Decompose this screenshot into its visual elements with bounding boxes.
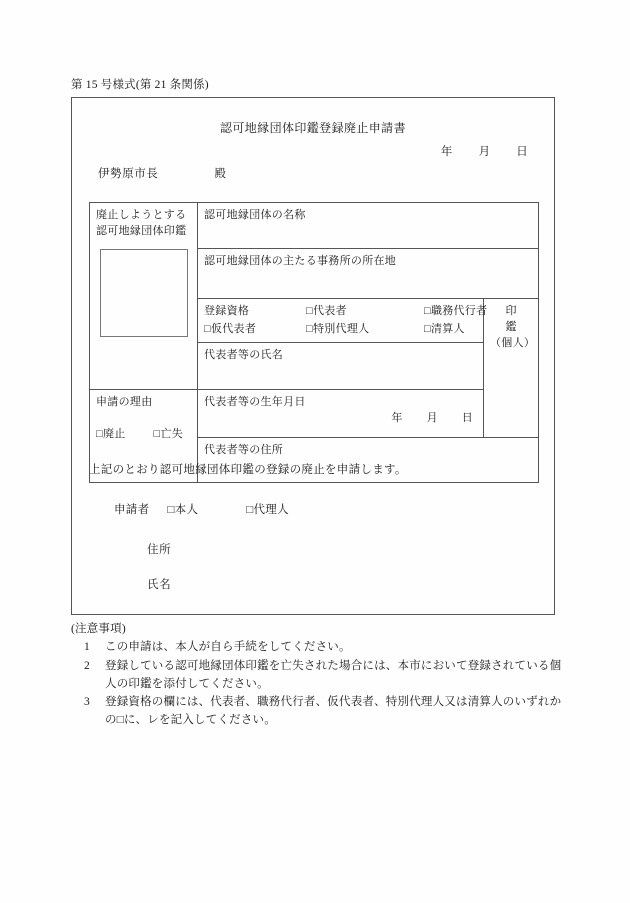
qualification-option-provisional-representative[interactable]: □仮代表者 — [204, 322, 257, 335]
addressee-name: 伊勢原市長 — [98, 168, 159, 180]
qualification-grid — [204, 304, 488, 338]
reason-option-loss[interactable]: □亡失 — [153, 427, 184, 440]
rep-dob-year-label: 年 — [391, 411, 403, 424]
rep-name-cell[interactable] — [198, 342, 484, 389]
personal-seal-cell[interactable] — [484, 299, 539, 438]
org-name-cell[interactable] — [198, 203, 539, 249]
note-item — [62, 639, 562, 657]
qualification-option-liquidator[interactable]: □清算人 — [424, 322, 465, 335]
org-office-label: 認可地縁団体の主たる事務所の所在地 — [204, 255, 397, 267]
rep-address-label: 代表者等の住所 — [204, 443, 284, 456]
note-text: 登録している認可地縁団体印鑑を亡失された場合には、本市において登録されている個人の印鑑を添付してください。 — [105, 659, 562, 690]
applicant-option-agent[interactable]: □代理人 — [246, 504, 289, 516]
application-table — [89, 202, 539, 483]
form-outer-frame — [71, 97, 555, 615]
qualification-option-acting-officer[interactable]: □職務代行者 — [424, 305, 488, 317]
statement-text: 上記のとおり認可地縁団体印鑑の登録の廃止を申請します。 — [89, 464, 407, 476]
qualification-option-representative[interactable]: □代表者 — [306, 305, 347, 317]
applicant-address-label: 住所 — [147, 544, 172, 556]
rep-dob-inner — [204, 395, 477, 425]
left-header-cell — [90, 203, 198, 390]
note-item — [62, 658, 562, 694]
form-number: 第 15 号様式(第 21 条関係) — [71, 79, 209, 91]
seal-impression-box[interactable] — [100, 249, 188, 337]
note-number: 3 — [84, 696, 90, 709]
date-year-label: 年 — [440, 146, 453, 158]
reason-options — [96, 427, 191, 443]
personal-seal-label: 印鑑 — [505, 305, 524, 333]
addressee-honorific: 殿 — [214, 168, 227, 180]
table-row-org-name — [90, 203, 539, 249]
note-item — [62, 694, 562, 730]
rep-dob-label: 代表者等の生年月日 — [204, 395, 306, 408]
notes-title: (注意事項) — [71, 623, 126, 635]
table-row-reason-dob — [90, 389, 539, 437]
applicant-label: 申請者 — [114, 504, 150, 516]
rep-dob-date — [391, 411, 473, 427]
note-text: 登録資格の欄には、代表者、職務代行者、仮代表者、特別代理人又は清算人のいずれかの□に、レを記入してください。 — [105, 696, 562, 727]
org-name-label: 認可地縁団体の名称 — [204, 209, 306, 221]
qualification-label: 登録資格 — [204, 305, 250, 317]
date-line — [441, 143, 528, 159]
rep-dob-cell[interactable] — [198, 389, 484, 437]
reason-label: 申請の理由 — [96, 395, 153, 408]
rep-dob-day-label: 日 — [461, 411, 473, 424]
rep-name-label: 代表者等の氏名 — [204, 348, 284, 361]
note-number: 2 — [84, 659, 90, 672]
left-header-line2: 認可地縁団体印鑑 — [96, 224, 187, 237]
org-office-cell[interactable] — [198, 249, 539, 299]
left-header-line1: 廃止しようとする — [96, 209, 187, 221]
document-title: 認可地縁団体印鑑登録廃止申請書 — [219, 121, 406, 135]
applicant-name-label: 氏名 — [147, 579, 172, 591]
note-text: この申請は、本人が自ら手続をしてください。 — [105, 641, 351, 653]
qualification-cell[interactable] — [198, 299, 488, 343]
rep-dob-month-label: 月 — [426, 411, 438, 424]
reason-option-abolish[interactable]: □廃止 — [96, 427, 126, 440]
notes-section — [62, 620, 562, 731]
applicant-line — [114, 501, 289, 517]
date-day-label: 日 — [516, 146, 528, 158]
addressee-line — [98, 165, 227, 181]
date-month-label: 月 — [478, 146, 491, 158]
personal-seal-sublabel: （個人） — [490, 336, 536, 349]
qualification-option-special-agent[interactable]: □特別代理人 — [306, 322, 370, 335]
note-number: 1 — [84, 641, 90, 653]
applicant-option-self[interactable]: □本人 — [167, 504, 199, 516]
